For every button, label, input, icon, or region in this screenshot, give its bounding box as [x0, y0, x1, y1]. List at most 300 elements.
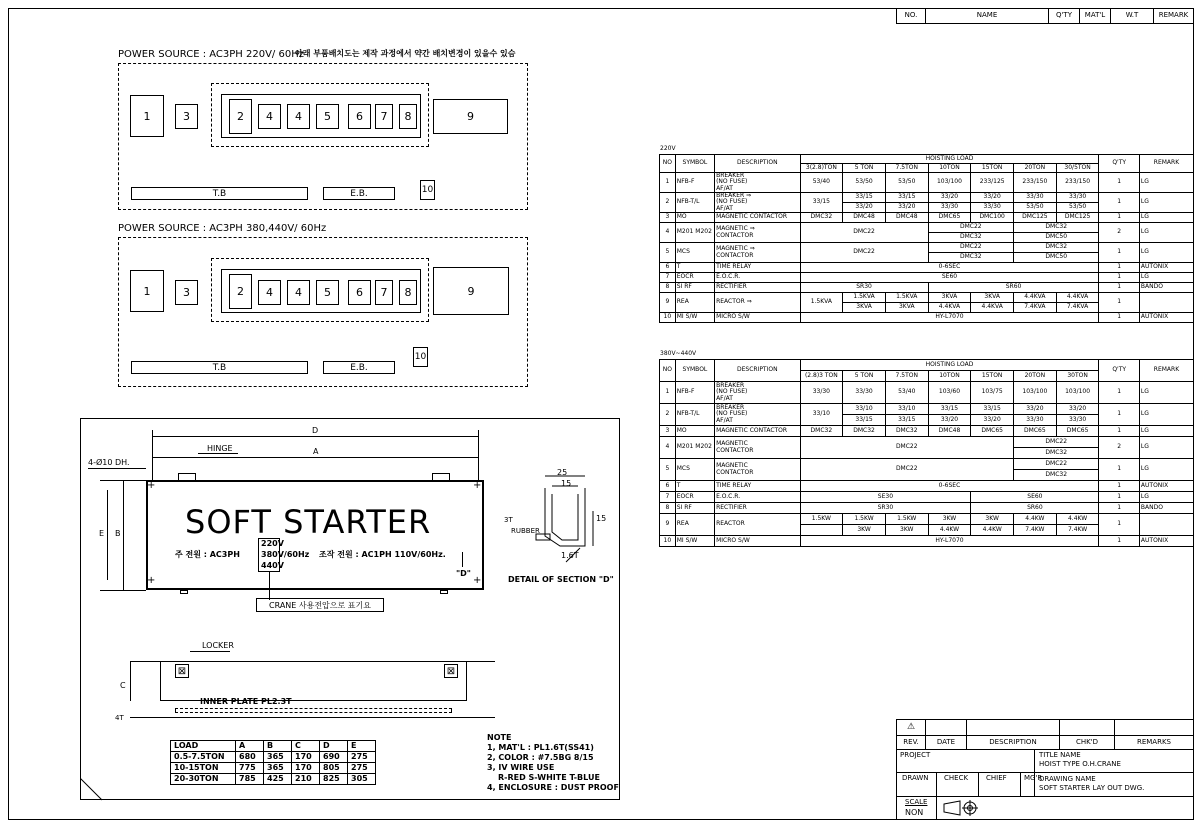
row-symbol: EOCR — [675, 273, 714, 283]
cell: 33/30 — [843, 382, 886, 404]
load-cell: 20-30TON — [171, 774, 236, 785]
component-box-3: 3 — [175, 280, 198, 305]
cell: 33/30 — [1014, 415, 1057, 426]
table-row — [660, 263, 1194, 273]
cell: 4.4KW — [971, 525, 1014, 536]
cell: DMC125 — [1056, 213, 1099, 223]
row-symbol: MI S/W — [675, 536, 714, 547]
row-remark — [1139, 514, 1193, 536]
cell: 4.4KW — [1014, 514, 1057, 525]
dimension-4t-label: 4T — [115, 714, 124, 722]
row-symbol: NFB-T/L — [675, 404, 714, 426]
row-remark — [1139, 293, 1193, 313]
corner-mark-br: + — [473, 575, 482, 586]
row-description — [715, 243, 800, 263]
rev-header: REV. — [897, 736, 926, 750]
row-no: 2 — [660, 193, 676, 213]
cell: 33/30 — [800, 382, 843, 404]
row-description: RECTIFIER — [715, 503, 800, 514]
load-cell: 305 — [348, 774, 376, 785]
table-row — [660, 503, 1194, 514]
row-no: 7 — [660, 273, 676, 283]
title-divider-v2 — [978, 772, 979, 796]
row-symbol: T — [675, 263, 714, 273]
col-header-qty: Q'TY — [1099, 360, 1139, 382]
load-cell: 170 — [292, 763, 320, 774]
cell: 53/40 — [885, 382, 928, 404]
row-symbol: REA — [675, 293, 714, 313]
row-description: MAGNETIC CONTACTOR — [715, 213, 800, 223]
row-qty: 1 — [1099, 273, 1139, 283]
cell: DMC100 — [971, 213, 1014, 223]
load-cell: 805 — [320, 763, 348, 774]
row-symbol: NFB-F — [675, 173, 714, 193]
remarks-header: REMARKS — [1115, 736, 1194, 750]
dimension-line-d — [152, 436, 478, 437]
component-box-4a: 4 — [258, 104, 281, 129]
components-table-220v — [659, 154, 1194, 323]
cell: 33/15 — [885, 193, 928, 203]
row-description — [715, 382, 800, 404]
description-header: DESCRIPTION — [967, 736, 1060, 750]
detail-caption: DETAIL OF SECTION "D" — [508, 575, 614, 584]
component-box-2: 2 — [229, 274, 252, 309]
cell: DMC65 — [971, 426, 1014, 437]
desc-line: MAGNETIC — [716, 225, 748, 233]
note-line: 4, ENCLOSURE : DUST PROOF — [487, 783, 619, 792]
load-cell: 275 — [348, 752, 376, 763]
row-symbol: MCS — [675, 243, 714, 263]
cell: 4.4KVA — [928, 303, 971, 313]
load-col: 5 TON — [843, 164, 886, 173]
cell: 33/15 — [928, 404, 971, 415]
cell: DMC65 — [928, 213, 971, 223]
manager-label: MG'R — [1024, 774, 1043, 782]
project-label: PROJECT — [900, 751, 931, 759]
load-cell: 425 — [264, 774, 292, 785]
row-qty: 1 — [1099, 293, 1139, 313]
cell: 7.4KVA — [1014, 303, 1057, 313]
load-cell: 365 — [264, 763, 292, 774]
row-symbol: M201 M202 — [675, 223, 714, 243]
cell: DMC32 — [928, 253, 1013, 263]
load-col: 30/5TON — [1056, 164, 1099, 173]
crane-voltage-label: CRANE 사용전압으로 표기요 — [256, 598, 384, 612]
desc-line: MAGNETIC — [716, 440, 748, 448]
row-remark: LG — [1139, 193, 1193, 213]
load-col: (2.8)3 TON — [800, 371, 843, 382]
plate-line — [130, 717, 495, 718]
row-qty: 1 — [1099, 536, 1139, 547]
cell: 4.4KW — [928, 525, 971, 536]
title-divider-h — [896, 772, 1194, 773]
desc-line: CONTACTOR — [716, 231, 754, 239]
component-box-2: 2 — [229, 99, 252, 134]
section-d-mark: "D" — [456, 569, 471, 578]
scale-value: NON — [905, 808, 924, 817]
component-box-9: 9 — [433, 99, 508, 134]
foot-left — [180, 590, 188, 594]
load-cell: 775 — [236, 763, 264, 774]
terminal-block: T.B — [131, 187, 308, 200]
row-no: 8 — [660, 503, 676, 514]
cell: SE60 — [971, 492, 1099, 503]
component-box-1: 1 — [130, 95, 164, 137]
detail-width-25: 25 — [557, 468, 568, 477]
cell: 3KW — [971, 514, 1014, 525]
parts-header-remark: REMARK — [1154, 9, 1194, 24]
load-cell: 275 — [348, 763, 376, 774]
cell: DMC22 — [928, 243, 1013, 253]
col-header-qty: Q'TY — [1099, 155, 1139, 173]
locker-right: ⊠ — [444, 664, 458, 678]
row-no: 6 — [660, 481, 676, 492]
cell: DMC22 — [1014, 437, 1099, 448]
row-no: 1 — [660, 382, 676, 404]
arrow-icon: ⇒ — [749, 225, 755, 233]
load-col: 15TON — [971, 164, 1014, 173]
col-header-no: NO — [660, 360, 676, 382]
col-header-description: DESCRIPTION — [715, 360, 800, 382]
cell: DMC50 — [1014, 253, 1099, 263]
cell: 33/15 — [843, 415, 886, 426]
row-qty: 1 — [1099, 263, 1139, 273]
load-col: 20TON — [1014, 371, 1057, 382]
load-header: D — [320, 741, 348, 752]
cell: DMC32 — [800, 213, 843, 223]
cell: 4.4KW — [1056, 514, 1099, 525]
desc-line: MAGNETIC — [716, 462, 748, 470]
row-remark: BANDO — [1139, 503, 1193, 514]
component-box-5: 5 — [316, 104, 339, 129]
row-no: 7 — [660, 492, 676, 503]
row-qty: 1 — [1099, 481, 1139, 492]
row-no: 9 — [660, 293, 676, 313]
cell: HY-L7070 — [800, 536, 1099, 547]
dimension-line-e — [107, 490, 108, 580]
col-header-no: NO — [660, 155, 676, 173]
row-qty: 1 — [1099, 173, 1139, 193]
dimension-line-b — [123, 480, 124, 590]
row-symbol: NFB-F — [675, 382, 714, 404]
row-remark: LG — [1139, 459, 1193, 481]
dimension-line-c — [130, 661, 131, 701]
row-description — [715, 293, 800, 313]
row-qty: 2 — [1099, 437, 1139, 459]
row-remark: AUTONIX — [1139, 536, 1193, 547]
load-dimension-table — [170, 740, 376, 785]
desc-line: BREAKER — [716, 382, 745, 390]
load-header: E — [348, 741, 376, 752]
row-description — [715, 193, 800, 213]
row-no: 3 — [660, 426, 676, 437]
row-description: E.O.C.R. — [715, 273, 800, 283]
component-box-9: 9 — [433, 267, 509, 315]
row-symbol: M201 M202 — [675, 437, 714, 459]
layout-220v-note: 아래 부품배치도는 제작 과정에서 약간 배치변경이 있을수 있슴 — [295, 49, 516, 58]
cell: 7.4KVA — [1056, 303, 1099, 313]
desc-line: MAGNETIC — [716, 245, 748, 253]
cell: 33/30 — [1014, 193, 1057, 203]
load-col: 10TON — [928, 371, 971, 382]
cell: DMC48 — [843, 213, 886, 223]
cell: 3KW — [885, 525, 928, 536]
desc-line: CONTACTOR — [716, 446, 754, 454]
row-qty: 1 — [1099, 213, 1139, 223]
row-no: 10 — [660, 536, 676, 547]
dimension-c-label: C — [120, 681, 126, 690]
cell: 3KW — [843, 525, 886, 536]
table-row — [660, 293, 1194, 303]
cell: 33/20 — [928, 415, 971, 426]
empty-cell — [1115, 720, 1194, 736]
row-remark: AUTONIX — [1139, 313, 1193, 323]
table-row — [660, 481, 1194, 492]
table-row — [660, 437, 1194, 448]
dim-ext-left — [152, 430, 153, 480]
component-box-4b: 4 — [287, 280, 310, 305]
cell: 33/20 — [928, 193, 971, 203]
voltage-380: 380V/60Hz — [261, 550, 310, 559]
cell: 3KVA — [928, 293, 971, 303]
cell: 33/20 — [1014, 404, 1057, 415]
row-description: MICRO S/W — [715, 536, 800, 547]
foot-right — [440, 590, 448, 594]
drawing-name-label: DRAWING NAME — [1039, 775, 1096, 783]
cell: 33/15 — [843, 193, 886, 203]
row-symbol: NFB-T/L — [675, 193, 714, 213]
detail-thickness-3t: 3T — [504, 516, 513, 524]
row-no: 1 — [660, 173, 676, 193]
title-name-value: HOIST TYPE O.H.CRANE — [1039, 760, 1121, 768]
row-qty: 1 — [1099, 426, 1139, 437]
desc-line: BREAKER — [716, 172, 745, 180]
component-box-10: 10 — [420, 180, 435, 200]
parts-header-name: NAME — [926, 9, 1049, 24]
table-row — [660, 514, 1194, 525]
component-box-6: 6 — [348, 104, 371, 129]
component-box-1: 1 — [130, 270, 164, 312]
load-cell: 825 — [320, 774, 348, 785]
cell: 1.5KVA — [843, 293, 886, 303]
load-cell: 785 — [236, 774, 264, 785]
row-remark: LG — [1139, 213, 1193, 223]
cell: 33/20 — [971, 415, 1014, 426]
note-title: NOTE — [487, 733, 512, 742]
row-remark: LG — [1139, 173, 1193, 193]
row-no: 5 — [660, 459, 676, 481]
load-cell: 170 — [292, 752, 320, 763]
cell: 4.4KVA — [971, 303, 1014, 313]
row-qty: 1 — [1099, 404, 1139, 426]
cell: 1.5KVA — [800, 293, 843, 313]
cell: DMC22 — [800, 437, 1014, 459]
cell: 103/75 — [971, 382, 1014, 404]
load-header: C — [292, 741, 320, 752]
load-cell: 365 — [264, 752, 292, 763]
cell: DMC32 — [1014, 223, 1099, 233]
component-box-10: 10 — [413, 347, 428, 367]
load-col: 7.5TON — [885, 164, 928, 173]
row-remark: LG — [1139, 492, 1193, 503]
row-qty: 1 — [1099, 459, 1139, 481]
load-col: 30TON — [1056, 371, 1099, 382]
load-col: 3(2.8)TON — [800, 164, 843, 173]
cell: SR60 — [971, 503, 1099, 514]
chief-label: CHIEF — [986, 774, 1007, 782]
drawing-name-value: SOFT STARTER LAY OUT DWG. — [1039, 784, 1145, 792]
row-remark: BANDO — [1139, 283, 1193, 293]
cell: 33/10 — [800, 404, 843, 426]
cell — [800, 525, 843, 536]
desc-line: BREAKER — [716, 192, 745, 200]
cell: SR30 — [800, 503, 971, 514]
section-d-leader — [462, 552, 463, 567]
row-description: TIME RELAY — [715, 263, 800, 273]
soft-starter-title: SOFT STARTER — [185, 503, 432, 541]
row-description — [715, 437, 800, 459]
component-box-5: 5 — [316, 280, 339, 305]
row-description — [715, 459, 800, 481]
table-row — [660, 223, 1194, 233]
component-box-6: 6 — [348, 280, 371, 305]
cell: DMC32 — [1014, 243, 1099, 253]
row-no: 3 — [660, 213, 676, 223]
inner-plate — [175, 708, 452, 713]
row-remark: LG — [1139, 437, 1193, 459]
terminal-block: T.B — [131, 361, 308, 374]
cell: 233/125 — [971, 173, 1014, 193]
table-row — [660, 492, 1194, 503]
row-description: E.O.C.R. — [715, 492, 800, 503]
cell: 53/50 — [1056, 203, 1099, 213]
desc-line: (NO FUSE) — [716, 178, 748, 186]
load-cell: 210 — [292, 774, 320, 785]
row-remark: LG — [1139, 404, 1193, 426]
row-symbol: MI S/W — [675, 313, 714, 323]
cell: 103/100 — [1014, 382, 1057, 404]
row-symbol: T — [675, 481, 714, 492]
row-description — [715, 223, 800, 243]
corner-mark-bl: + — [147, 575, 156, 586]
title-divider-v4 — [936, 796, 937, 820]
cell: 33/30 — [928, 203, 971, 213]
component-box-4a: 4 — [258, 280, 281, 305]
note-line: 2, COLOR : #7.5BG 8/15 — [487, 753, 594, 762]
cell: SE30 — [800, 492, 971, 503]
main-power-label: 주 전원 : AC3PH — [175, 550, 240, 559]
row-description: MICRO S/W — [715, 313, 800, 323]
detail-height-15: 15 — [596, 514, 607, 523]
side-view-body — [160, 661, 467, 701]
table-row — [660, 382, 1194, 404]
cell: 0-6SEC — [800, 481, 1099, 492]
parts-header-wt: W.T — [1111, 9, 1154, 24]
row-symbol: MCS — [675, 459, 714, 481]
cell: DMC32 — [843, 426, 886, 437]
cell: 33/20 — [1056, 404, 1099, 415]
col-header-hoisting-load: HOISTING LOAD — [800, 360, 1099, 371]
arrow-icon: ⇒ — [749, 245, 755, 253]
cell: DMC125 — [1014, 213, 1057, 223]
cell: 1.5KVA — [885, 293, 928, 303]
cell: 7.4KW — [1056, 525, 1099, 536]
empty-cell — [967, 720, 1060, 736]
table-row — [660, 283, 1194, 293]
cell: 33/10 — [843, 404, 886, 415]
row-no: 10 — [660, 313, 676, 323]
row-remark: AUTONIX — [1139, 263, 1193, 273]
hinge-leader — [198, 453, 238, 454]
cell: DMC22 — [800, 223, 928, 243]
arrow-icon: ⇒ — [746, 192, 752, 200]
cell: 3KW — [928, 514, 971, 525]
hole-spec-label: 4-Ø10 DH. — [88, 458, 130, 467]
cell: 4.4KVA — [1014, 293, 1057, 303]
dim-ext-right — [478, 430, 479, 480]
row-qty: 2 — [1099, 223, 1139, 243]
desc-line: AF/AT — [716, 184, 733, 192]
parts-header-table — [896, 8, 1194, 24]
row-qty: 1 — [1099, 514, 1139, 536]
row-no: 6 — [660, 263, 676, 273]
cell: 33/20 — [971, 193, 1014, 203]
table-row — [660, 193, 1194, 203]
earth-block: E.B. — [323, 361, 395, 374]
dimension-b-label: B — [115, 529, 121, 538]
cell: 53/50 — [885, 173, 928, 193]
components-table-380v — [659, 359, 1194, 547]
control-power-label: 조작 전원 : AC1PH 110V/60Hz. — [319, 550, 446, 559]
cell: SE60 — [800, 273, 1099, 283]
dim-ext-top — [100, 480, 146, 481]
component-box-7: 7 — [375, 280, 393, 305]
component-box-7: 7 — [375, 104, 393, 129]
cell: DMC22 — [800, 243, 928, 263]
row-qty: 1 — [1099, 193, 1139, 213]
row-no: 4 — [660, 437, 676, 459]
row-symbol: MO — [675, 213, 714, 223]
component-box-8: 8 — [399, 104, 417, 129]
load-col: 10TON — [928, 164, 971, 173]
row-no: 4 — [660, 223, 676, 243]
table-row — [660, 313, 1194, 323]
voltage-440: 440V — [261, 561, 284, 570]
cell: 33/20 — [885, 203, 928, 213]
cell: 33/15 — [885, 415, 928, 426]
dim-ext-bottom — [100, 590, 146, 591]
corner-mark-tr: + — [473, 480, 482, 491]
component-box-3: 3 — [175, 104, 198, 129]
corner-cut — [80, 778, 104, 802]
col-header-symbol: SYMBOL — [675, 360, 714, 382]
row-remark: LG — [1139, 273, 1193, 283]
row-no: 8 — [660, 283, 676, 293]
desc-line: (NO FUSE) — [716, 388, 748, 396]
row-no: 2 — [660, 404, 676, 426]
load-col: 15TON — [971, 371, 1014, 382]
row-qty: 1 — [1099, 382, 1139, 404]
checked-header: CHK'D — [1060, 736, 1115, 750]
desc-line: AF/AT — [716, 394, 733, 402]
row-description: REACTOR — [715, 514, 800, 536]
earth-block: E.B. — [323, 187, 395, 200]
col-header-symbol: SYMBOL — [675, 155, 714, 173]
arrow-icon: ⇒ — [746, 298, 752, 306]
empty-cell — [1060, 720, 1115, 736]
cell: 1.5KW — [800, 514, 843, 525]
row-remark: LG — [1139, 223, 1193, 243]
